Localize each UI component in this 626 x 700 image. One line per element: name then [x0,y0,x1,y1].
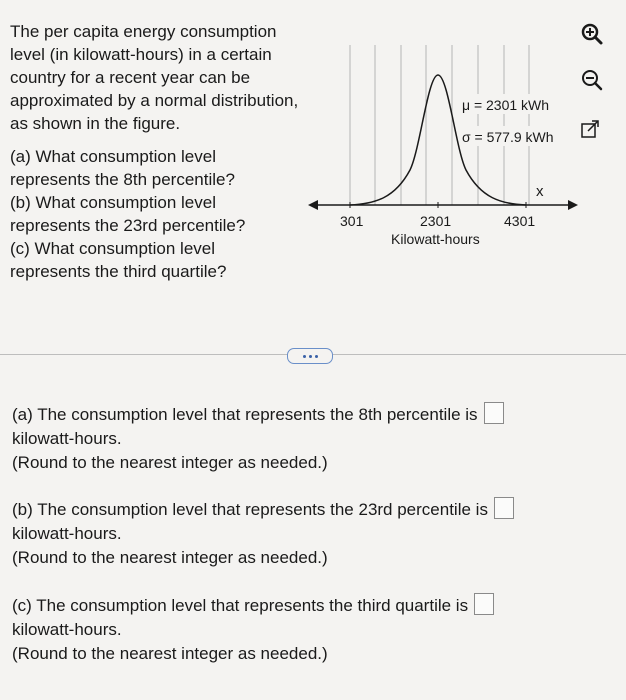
sigma-label: σ = 577.9 kWh [462,129,554,145]
dot-icon [309,355,312,358]
x-axis-right-arrow [568,200,578,210]
answer-b [12,497,612,570]
zoom-in-button[interactable] [580,22,606,48]
normal-distribution-figure [300,30,626,270]
x-axis-left-arrow [308,200,318,210]
answer-a-input[interactable] [484,402,504,424]
zoom-in-icon [580,22,604,46]
tick-label-301: 301 [340,213,364,229]
grid-lines [350,45,529,205]
popout-button[interactable] [579,118,605,144]
question-part-b: (b) What consumption level represents the 23rd percentile? [10,193,246,235]
popout-icon [579,118,601,140]
answer-b-prompt: (b) The consumption level that represents the 23rd percentile is [12,500,488,519]
axis-label: Kilowatt-hours [391,231,480,247]
normal-curve-graph [300,30,626,270]
more-options-button[interactable] [287,348,333,364]
answer-a-unit: kilowatt-hours. [12,429,122,448]
question-intro: The per capita energy consumption level (in kilowatt-hours) in a certain country for a recent year can be approximated by a normal distribution, as shown in the figure. [10,22,299,133]
dot-icon [315,355,318,358]
question-part-a: (a) What consumption level represents the 8th percentile? [10,147,235,189]
answer-b-note: (Round to the nearest integer as needed.) [12,548,328,567]
question-part-c: (c) What consumption level represents the third quartile? [10,239,227,281]
answer-b-unit: kilowatt-hours. [12,524,122,543]
answer-c-unit: kilowatt-hours. [12,620,122,639]
question-text [10,20,300,283]
tick-label-4301: 4301 [504,213,536,229]
answer-a-prompt: (a) The consumption level that represents the 8th percentile is [12,405,478,424]
answer-c-note: (Round to the nearest integer as needed.) [12,644,328,663]
answer-c [12,593,612,666]
zoom-out-button[interactable] [580,68,606,94]
answer-a-note: (Round to the nearest integer as needed.) [12,453,328,472]
mu-label: μ = 2301 kWh [462,97,550,113]
answer-c-prompt: (c) The consumption level that represents the third quartile is [12,596,469,615]
dot-icon [303,355,306,358]
x-variable-label: x [536,183,544,200]
answer-c-input[interactable] [474,593,494,615]
tick-label-2301: 2301 [420,213,452,229]
zoom-out-icon [580,68,604,92]
answer-a [12,402,612,475]
answer-b-input[interactable] [494,497,514,519]
